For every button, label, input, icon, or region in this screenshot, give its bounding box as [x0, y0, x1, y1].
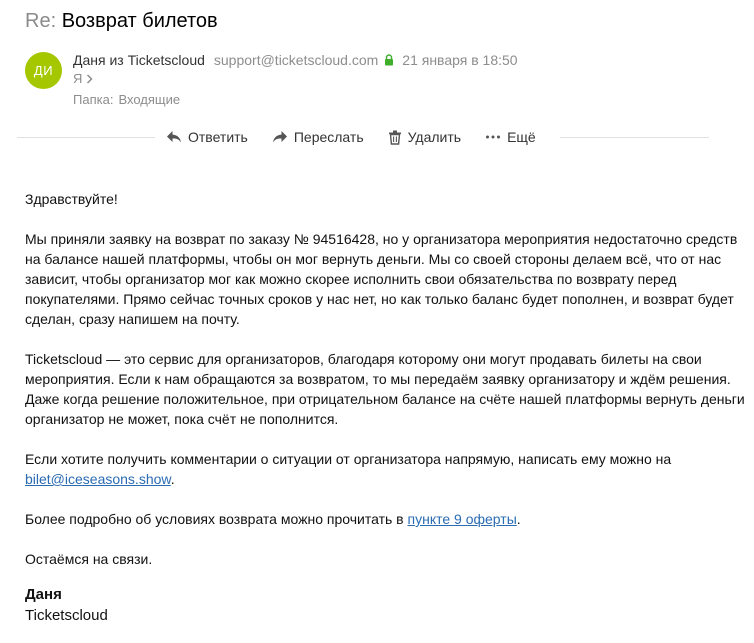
folder-row — [73, 92, 180, 107]
subject-title: Возврат билетов — [61, 10, 218, 32]
organizer-email-link[interactable]: bilet@iceseasons.show — [25, 471, 171, 487]
subject-prefix: Re: — [25, 10, 57, 32]
sender-email[interactable]: support@ticketscloud.com — [213, 52, 379, 68]
avatar-initials: ДИ — [33, 63, 54, 78]
lock-icon — [384, 54, 394, 66]
signature-name: Даня — [25, 586, 62, 603]
email-date: 21 января в 18:50 — [402, 52, 518, 68]
reply-icon — [166, 130, 182, 144]
greeting: Здравствуйте! — [25, 191, 118, 207]
body-paragraph-4 — [25, 509, 747, 529]
forward-icon — [272, 130, 288, 144]
folder-label: Папка: — [73, 92, 114, 107]
offer-clause-link[interactable]: пункте 9 оферты — [407, 511, 517, 527]
paragraph-3-end: . — [170, 471, 175, 487]
delete-button[interactable] — [388, 129, 461, 145]
sender-row — [73, 52, 518, 68]
more-dots-icon — [485, 134, 501, 140]
body-paragraph-3 — [25, 449, 747, 489]
reply-label: Ответить — [188, 129, 248, 145]
more-button[interactable] — [485, 129, 536, 145]
delete-label: Удалить — [407, 129, 462, 145]
sender-avatar[interactable] — [25, 52, 62, 89]
message-body — [25, 189, 747, 589]
toolbar-divider-left — [17, 137, 155, 138]
paragraph-3-text: Если хотите получить комментарии о ситуации от организатора напрямую, написать ему можно на — [25, 451, 672, 467]
closing-line: Остаёмся на связи. — [25, 551, 153, 567]
trash-icon — [388, 130, 402, 145]
body-paragraph-1: Мы приняли заявку на возврат по заказу № 94516428, но у организатора мероприятия недостаточно средств на балансе нашей платформы, чтобы он мог вернуть деньги. Мы со своей стороны делаем всё, что от нас зависит, чтобы организатор мог как можно скорее исполнить свои обязательства по возврату перед покупателями. Прямо сейчас точных сроков у нас нет, но как только баланс будет пополнен, и возврат будет сделан, сразу напишем на почту. — [25, 231, 738, 327]
reply-button[interactable] — [166, 129, 248, 145]
sender-name[interactable]: Даня из Ticketscloud — [73, 52, 205, 68]
recipient-row[interactable] — [73, 71, 93, 86]
forward-button[interactable] — [272, 129, 364, 145]
signature-company: Ticketscloud — [25, 607, 108, 624]
forward-label: Переслать — [293, 129, 364, 145]
toolbar-divider-right — [560, 137, 709, 138]
paragraph-4-text: Более подробно об условиях возврата можно прочитать в — [25, 511, 404, 527]
paragraph-4-end: . — [516, 511, 521, 527]
folder-value[interactable]: Входящие — [118, 92, 181, 107]
recipient-label: Я — [73, 71, 83, 86]
more-label: Ещё — [507, 129, 536, 145]
chevron-right-icon — [86, 74, 93, 84]
body-paragraph-2: Ticketscloud — это сервис для организаторов, благодаря которому они могут продавать билеты на свои мероприятия. Если к нам обращаются за возвратом, то мы передаём заявку организатору и ждём решения. Даже когда решение положительное, при отрицательном балансе на счёте нашей платформы вернуть деньги организатор не может, пока счёт не пополнится. — [25, 351, 745, 427]
email-subject — [25, 10, 218, 33]
message-toolbar — [166, 127, 536, 147]
